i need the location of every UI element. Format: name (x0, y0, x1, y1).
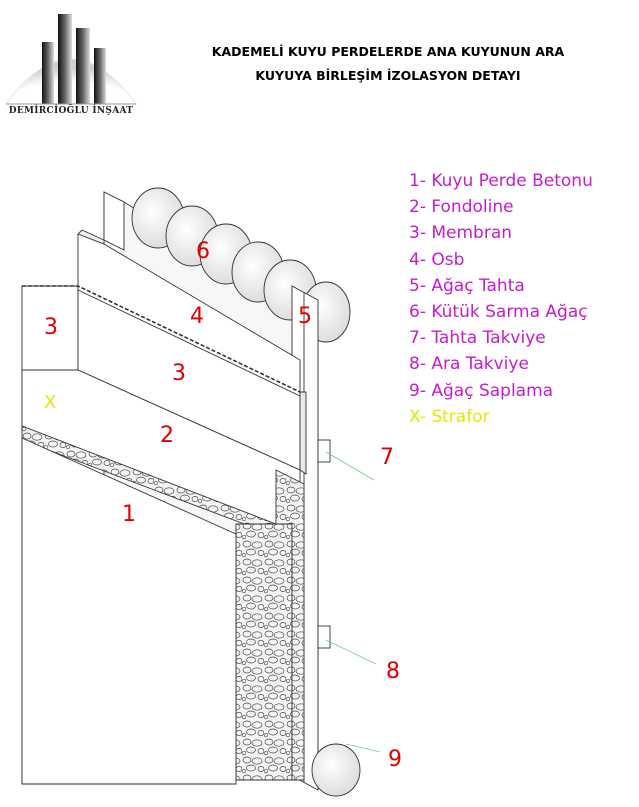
legend-item-x: X- Strafor (409, 406, 490, 427)
legend-item-9: 9- Ağaç Saplama (409, 380, 554, 401)
legend (409, 168, 637, 430)
timber-reinforcement (318, 440, 330, 462)
legend-item-1: 1- Kuyu Perde Betonu (409, 171, 593, 191)
legend-item-5: 5- Ağaç Tahta (409, 275, 525, 296)
legend-item-6: 6- Kütük Sarma Ağaç (409, 302, 588, 323)
label-3-center: 3 (172, 361, 186, 386)
label-7: 7 (380, 445, 394, 470)
label-x: X (44, 392, 57, 413)
title-line-2: KUYUYA BİRLEŞİM İZOLASYON DETAYI (255, 68, 521, 83)
title-line-1: KADEMELİ KUYU PERDELERDE ANA KUYUNUN ARA (211, 44, 565, 59)
legend-item-8: 8- Ara Takviye (409, 354, 529, 375)
membrane-side (300, 392, 306, 474)
label-2: 2 (160, 423, 174, 448)
label-6: 6 (196, 239, 210, 264)
intermediate-reinforcement (318, 626, 330, 648)
label-5: 5 (298, 304, 312, 329)
legend-item-2: 2- Fondoline (409, 197, 514, 218)
label-4: 4 (190, 304, 204, 329)
wooden-board-edge (104, 192, 124, 250)
legend-item-4: 4- Osb (409, 249, 465, 270)
legend-item-7: 7- Tahta Takviye (409, 328, 546, 349)
pebble-band-side (236, 524, 292, 780)
wood-stud-log (312, 744, 360, 796)
logo-company-name: DEMİRCİOĞLU İNŞAAT (8, 106, 134, 116)
legend-item-3: 3- Membran (409, 223, 513, 244)
label-1: 1 (122, 502, 136, 527)
leader-8 (326, 640, 376, 664)
label-8: 8 (386, 659, 400, 684)
label-9: 9 (388, 747, 402, 772)
label-3-left: 3 (44, 315, 58, 340)
leader-7 (326, 452, 374, 480)
